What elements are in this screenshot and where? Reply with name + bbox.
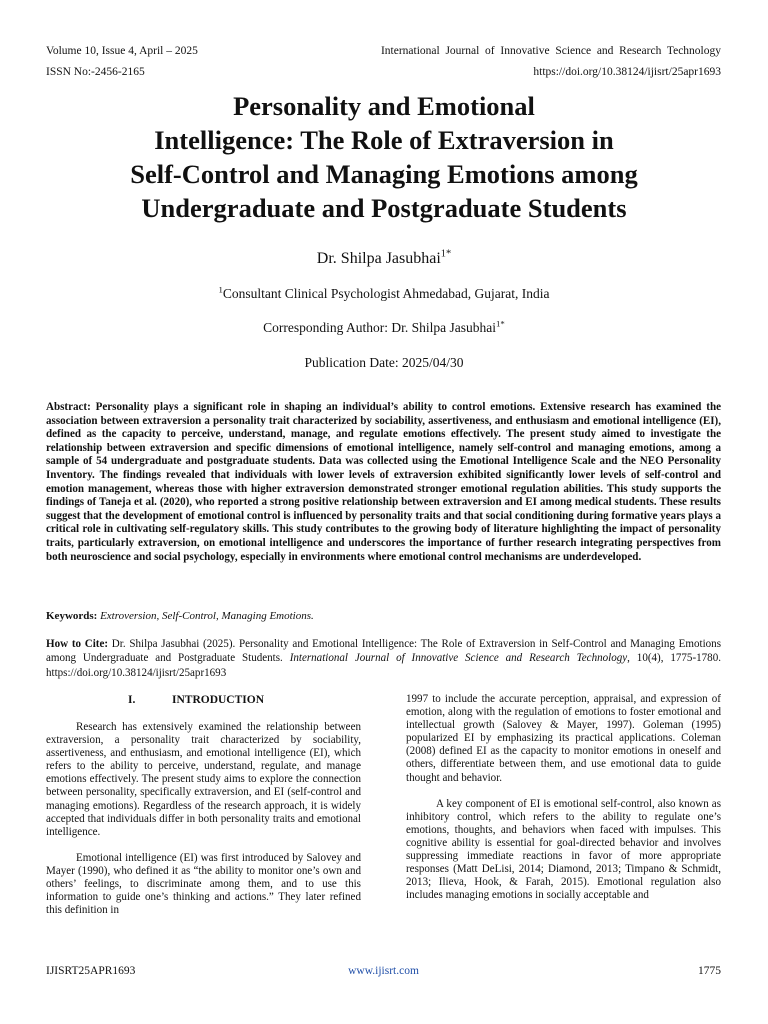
author-name: Dr. Shilpa Jasubhai	[316, 250, 441, 267]
abstract: Abstract: Personality plays a significant role in shaping an individual’s ability to control emotions. Extensive research has examined the association between extraversion a personality trait characterized by sociability, assertiveness, and enthusiasm and emotional intelligence (EI), defined as the capacity to perceive, understand, manage, and regulate emotions effectively. The present study aimed to investigate the relationship between extraversion and specific dimensions of emotional intelligence, namely self-control and managing emotions, among a sample of 54 undergraduate and postgraduate students. Data was collected using the Emotional Intelligence Scale and the NEO Personality Inventory. The findings revealed that individuals with lower levels of extraversion exhibited significantly lower levels of self-control and emotion management, whereas those with higher extraversion demonstrated stronger emotional regulation abilities. This study supports the findings of Taneja et al. (2020), who reported a strong positive relationship between extraversion and EI among medical students. These results suggest that the development of emotional control is influenced by personality traits and that social conditioning during formative years plays a critical role in cultivating self-regulatory skills. This study contributes to the growing body of literature highlighting the impact of personality traits, particularly extraversion, on emotional intelligence and underscores the importance of further research integrating perspectives from both neuroscience and social psychology, especially in environments where emotional control mechanisms are underdeveloped.	[46, 401, 721, 563]
publication-date: Publication Date: 2025/04/30	[304, 355, 464, 370]
section-title: INTRODUCTION	[172, 694, 265, 706]
page-footer	[46, 965, 721, 979]
citation-rest: , 10(4), 1775-1780. https://doi.org/10.38124/ijisrt/25apr1693	[46, 652, 721, 679]
keywords-value: Extroversion, Self-Control, Managing Emotions.	[100, 610, 314, 622]
author-sup: 1*	[440, 248, 452, 260]
paragraph: A key component of EI is emotional self-control, also known as inhibitory control, which refers to the ability to regulate one’s emotions, thoughts, and behaviors when faced with impulses. This cognitive ability is essential for goal-directed behavior and involves suppressing immediate reactions in favor of more appropriate responses (Matt DeLisi, 2014; Diamond, 2013; Timpano & Schmidt, 2013; Ilieva, Hook, & Farah, 2015). Emotional regulation also includes managing emotions in socially acceptable and	[406, 797, 721, 902]
paper-title	[60, 89, 708, 225]
title-line: Undergraduate and Postgraduate Students	[141, 193, 627, 223]
keywords	[46, 609, 721, 623]
author-line	[0, 250, 768, 268]
title-line: Self-Control and Managing Emotions among	[130, 159, 638, 189]
right-column	[406, 693, 721, 902]
how-to-cite	[46, 637, 721, 680]
corresponding-text: Corresponding Author: Dr. Shilpa Jasubhai	[263, 320, 497, 335]
keywords-label: Keywords:	[46, 610, 98, 622]
journal-website-link[interactable]: www.ijisrt.com	[348, 965, 419, 977]
header-doi: https://doi.org/10.38124/ijisrt/25apr1693	[533, 66, 721, 78]
issn: ISSN No:-2456-2165	[46, 66, 145, 78]
corresponding-sup: 1*	[496, 318, 505, 329]
title-line: Personality and Emotional	[233, 91, 535, 121]
affiliation	[0, 286, 768, 302]
journal-name: International Journal of Innovative Science and Research Technology	[380, 45, 721, 57]
citation-journal: International Journal of Innovative Science and Research Technology	[289, 652, 628, 665]
title-line: Intelligence: The Role of Extraversion in	[154, 125, 614, 155]
corresponding-author	[0, 320, 768, 336]
citation-text: Dr. Shilpa Jasubhai (2025). Personality and Emotional Intelligence: The Role of Extraversion in Self-Control and Managing Emotions among Undergraduate and Postgraduate Students.	[46, 638, 721, 665]
paragraph: 1997 to include the accurate perception, appraisal, and expression of emotion, along with the regulation of emotions to foster emotional and intellectual growth (Salovey & Mayer, 1997). Goleman (1995) popularized EI by emphasizing its practical applications. Coleman (2008) defined EI as the capacity to monitor emotions in oneself and others, differentiate between them, and use emotional data to guide thought and behavior.	[406, 693, 721, 784]
page-number: 1775	[698, 965, 721, 977]
affiliation-sup: 1	[218, 284, 223, 295]
section-number: I.	[128, 694, 136, 706]
how-to-cite-label: How to Cite:	[46, 638, 109, 650]
volume-issue: Volume 10, Issue 4, April – 2025	[46, 45, 198, 57]
paragraph: Research has extensively examined the relationship between extraversion, a personality trait characterized by sociability, assertiveness, and enthusiasm, and emotional intelligence (EI), which refers to the ability to perceive, understand, regulate, and manage emotions effectively. The present study aims to explore the connection between personality, specifically extraversion, and EI (self-control and managing emotions). Regardless of the research approach, it is widely accepted that individuals differ in both personality traits and emotional intelligence.	[46, 721, 361, 838]
affiliation-text: Consultant Clinical Psychologist Ahmedabad, Gujarat, India	[222, 286, 550, 301]
paper-id: IJISRT25APR1693	[46, 965, 136, 977]
paragraph: Emotional intelligence (EI) was first introduced by Salovey and Mayer (1990), who defined it as “the ability to monitor one’s own and others’ feelings, to discriminate among them, and to use this information to guide one’s thinking and actions.” They later refined this definition in	[46, 851, 361, 917]
left-column	[46, 721, 361, 917]
